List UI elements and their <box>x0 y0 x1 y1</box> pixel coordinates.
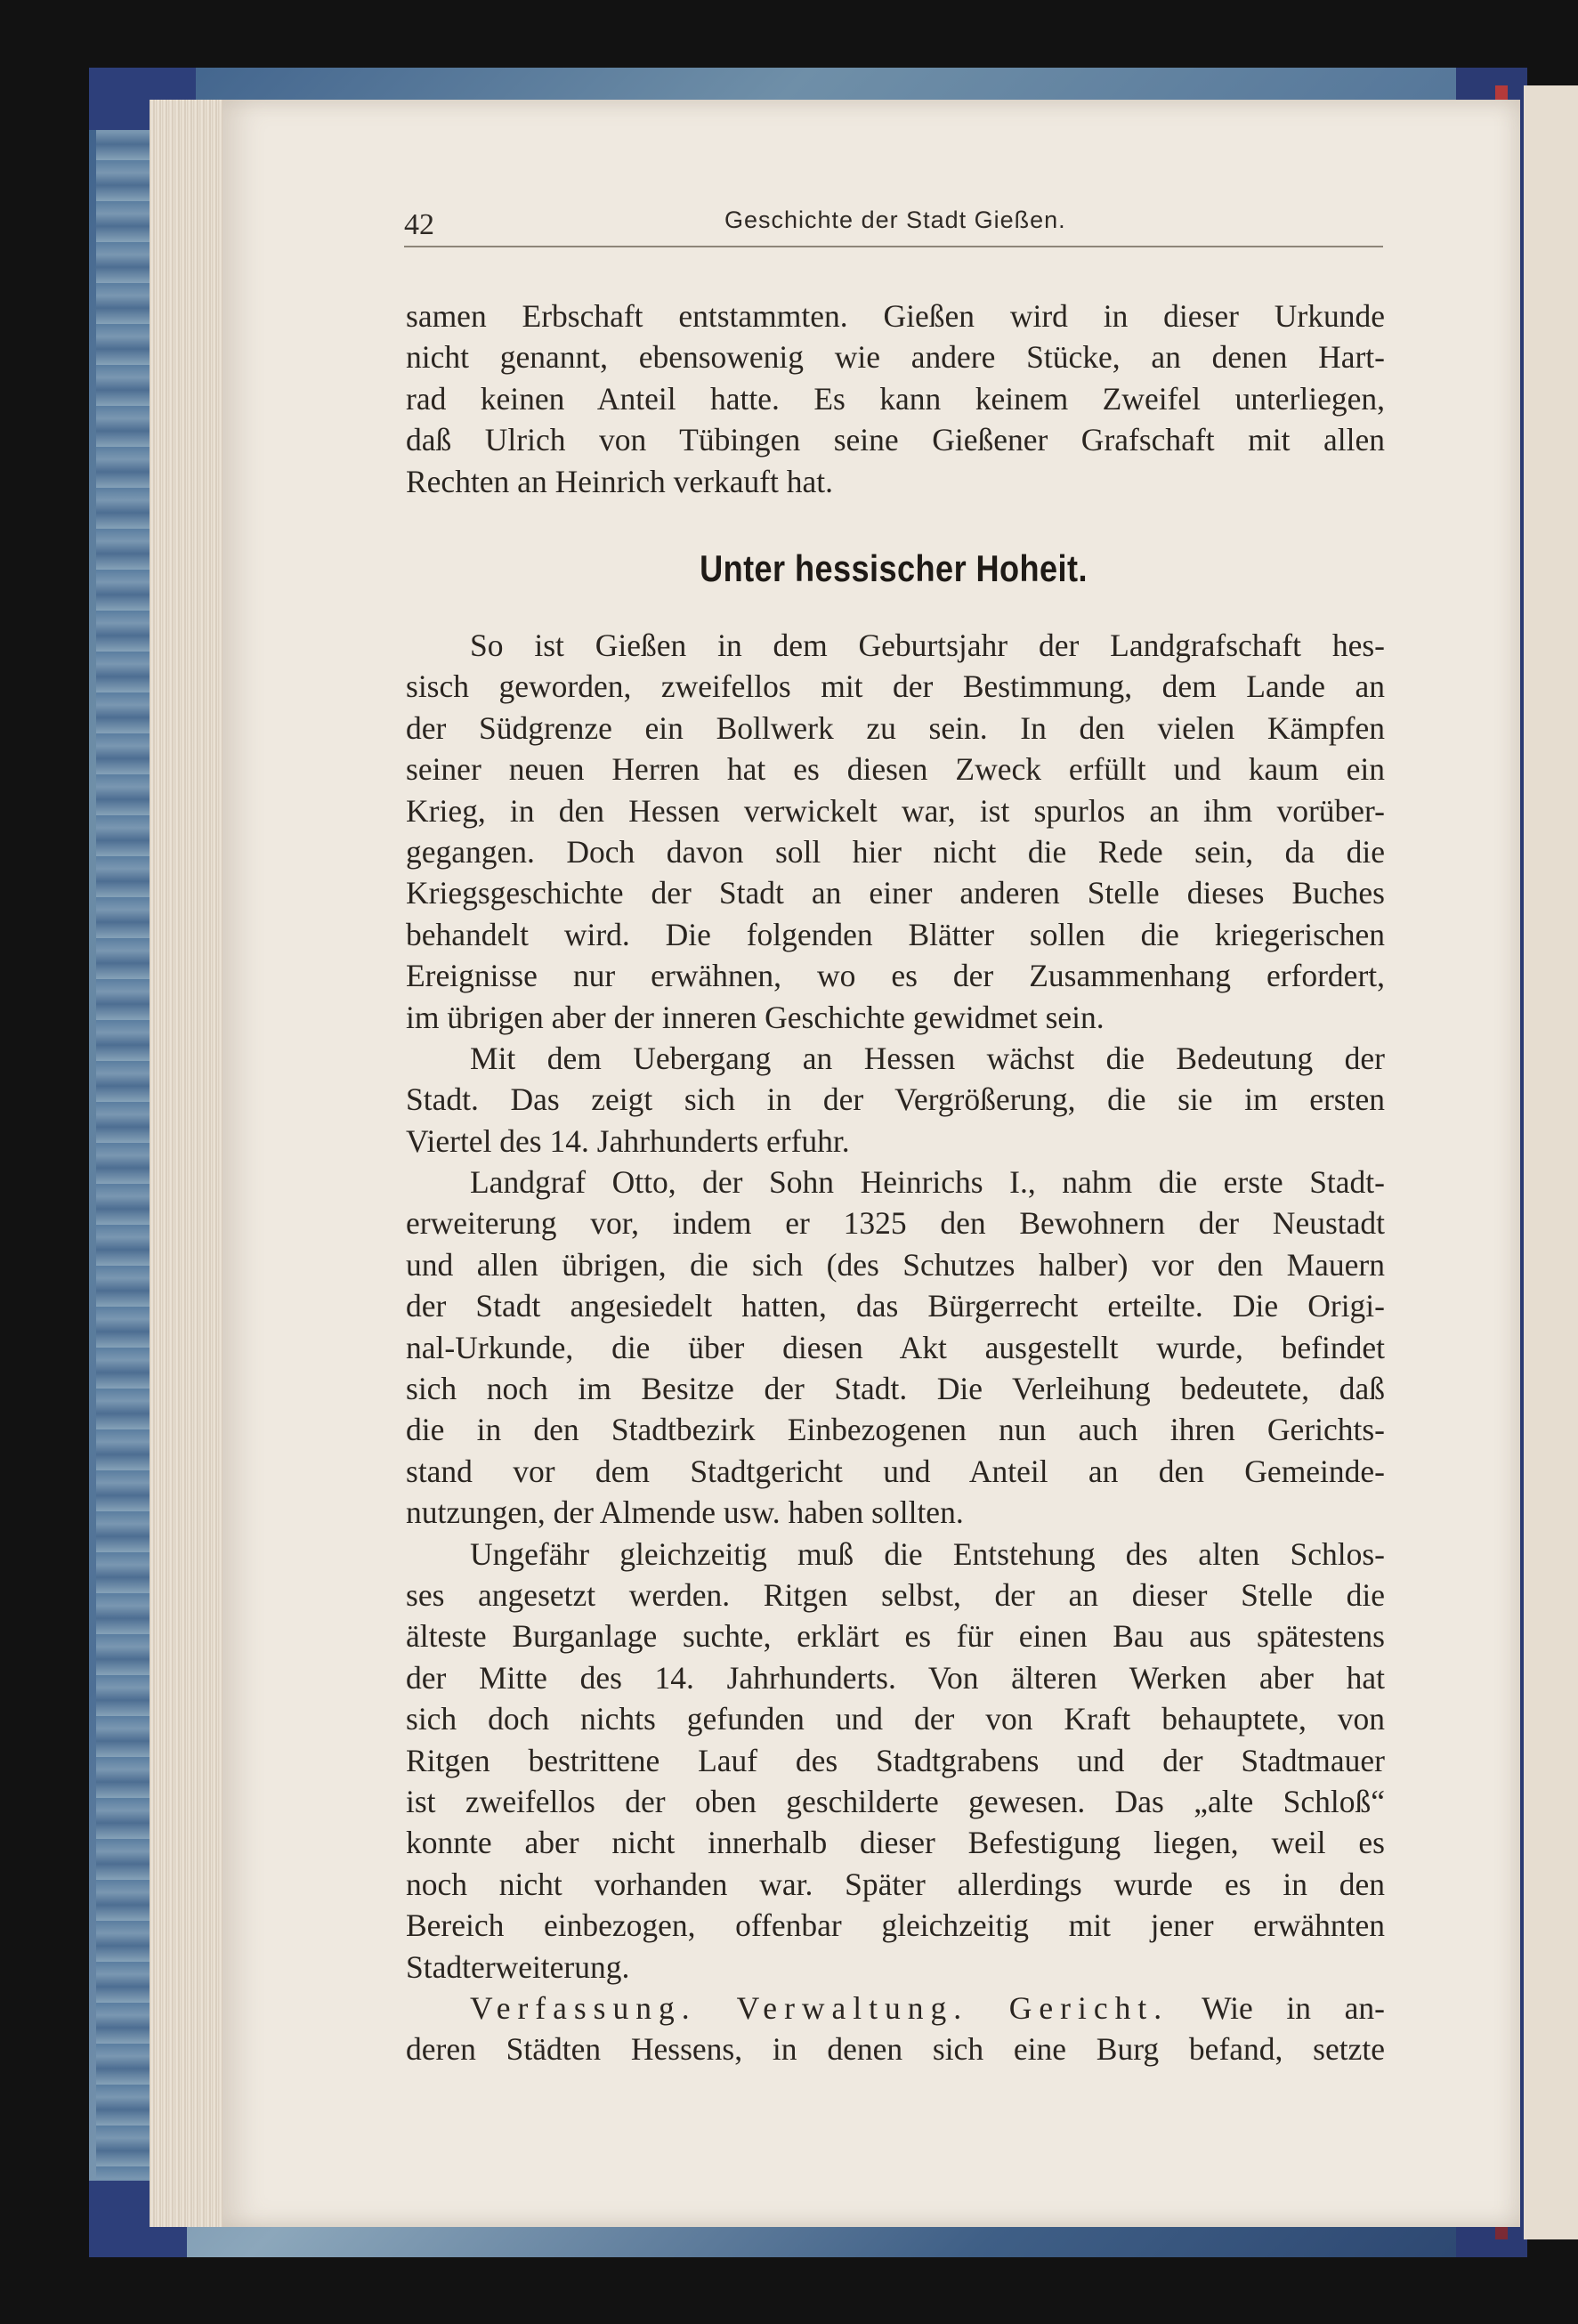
page-number: 42 <box>404 208 434 241</box>
page-stack-edges <box>150 100 230 2227</box>
text-line: deren Städten Hessens, in denen sich eine Burg befand, setzte <box>406 2031 1385 2068</box>
text-line: ist zweifellos der oben geschilderte gewesen. Das „alte Schloß“ <box>406 1783 1385 1819</box>
text-line: seiner neuen Herren hat es diesen Zweck erfüllt und kaum ein <box>406 751 1385 788</box>
text-fragment: Wie in an- <box>1202 1989 1386 2026</box>
text-line: nutzungen, der Almende usw. haben sollten. <box>406 1494 964 1531</box>
text-line: der Stadt angesiedelt hatten, das Bürgerrecht erteilte. Die Origi- <box>406 1288 1385 1324</box>
body-text <box>406 625 1385 2070</box>
text-line: nal-Urkunde, die über diesen Akt ausgestellt wurde, befindet <box>406 1329 1385 1365</box>
text-line: Viertel des 14. Jahrhunderts erfuhr. <box>406 1122 850 1159</box>
text-line: nicht genannt, ebensowenig wie andere Stücke, an denen Hart- <box>406 339 1385 376</box>
text-line: die in den Stadtbezirk Einbezogenen nun auch ihren Gerichts- <box>406 1412 1385 1448</box>
text-line: Stadt. Das zeigt sich in der Vergrößerung, die sie im ersten <box>406 1081 1385 1118</box>
text-line: im übrigen aber der inneren Geschichte gewidmet sein. <box>406 999 1105 1035</box>
text-line: rad keinen Anteil hatte. Es kann keinem Zweifel unterliegen, <box>406 380 1385 417</box>
text-line: Stadterweiterung. <box>406 1948 630 1985</box>
text-line: älteste Burganlage suchte, erklärt es für einen Bau aus spätestens <box>406 1618 1385 1655</box>
text-line: und allen übrigen, die sich (des Schutzes halber) vor den Mauern <box>406 1246 1385 1283</box>
text-line: der Südgrenze ein Bollwerk zu sein. In den vielen Kämpfen <box>406 709 1385 746</box>
text-line: So ist Gießen in dem Geburtsjahr der Landgrafschaft hes- <box>470 628 1385 663</box>
text-line: sich noch im Besitze der Stadt. Die Verleihung bedeutete, daß <box>406 1371 1385 1407</box>
text-line: Rechten an Heinrich verkauft hat. <box>406 463 834 499</box>
text-line: ses angesetzt werden. Ritgen selbst, der an dieser Stelle die <box>406 1576 1385 1613</box>
text-line: behandelt wird. Die folgenden Blätter sollen die kriegerischen <box>406 916 1385 952</box>
text-line <box>406 1988 1385 2028</box>
text-line: noch nicht vorhanden war. Später allerdings wurde es in den <box>406 1866 1385 1902</box>
text-line: Ereignisse nur erwähnen, wo es der Zusammenhang erfordert, <box>406 958 1385 994</box>
facing-page-edge <box>1524 85 1578 2239</box>
text-line: sisch geworden, zweifellos mit der Bestimmung, dem Lande an <box>406 668 1385 705</box>
text-line: stand vor dem Stadtgericht und Anteil an den Gemeinde- <box>406 1453 1385 1489</box>
text-line: erweiterung vor, indem er 1325 den Bewohnern der Neustadt <box>406 1205 1385 1242</box>
text-line: samen Erbschaft entstammten. Gießen wird in dieser Urkunde <box>406 298 1385 334</box>
section-heading: Unter hessischer Hoheit. <box>700 547 1088 589</box>
text-line: daß Ulrich von Tübingen seine Gießener Grafschaft mit allen <box>406 422 1385 458</box>
text-line: konnte aber nicht innerhalb dieser Befestigung liegen, weil es <box>406 1825 1385 1861</box>
page-header <box>404 203 1383 247</box>
text-line: gegangen. Doch davon soll hier nicht die Rede sein, da die <box>406 833 1385 870</box>
spaced-subheading: Verfassung. Verwaltung. Gericht. <box>470 1989 1169 2026</box>
text-line: Bereich einbezogen, offenbar gleichzeitig mit jener erwähnten <box>406 1907 1385 1944</box>
text-line: der Mitte des 14. Jahrhunderts. Von älteren Werken aber hat <box>406 1659 1385 1696</box>
text-line: Landgraf Otto, der Sohn Heinrichs I., nahm die erste Stadt- <box>470 1164 1385 1201</box>
running-title: Geschichte der Stadt Gießen. <box>724 206 1066 233</box>
text-line: Ritgen bestrittene Lauf des Stadtgrabens und der Stadtmauer <box>406 1742 1385 1778</box>
text-line: Krieg, in den Hessen verwickelt war, ist spurlos an ihm vorüber- <box>406 792 1385 829</box>
text-line: Kriegsgeschichte der Stadt an einer anderen Stelle dieses Buches <box>406 875 1385 911</box>
intro-paragraph <box>406 296 1385 502</box>
text-line: sich doch nichts gefunden und der von Kraft behauptete, von <box>406 1701 1385 1737</box>
text-line: Ungefähr gleichzeitig muß die Entstehung des alten Schlos- <box>470 1535 1385 1572</box>
text-line: Mit dem Uebergang an Hessen wächst die Bedeutung der <box>470 1040 1385 1076</box>
